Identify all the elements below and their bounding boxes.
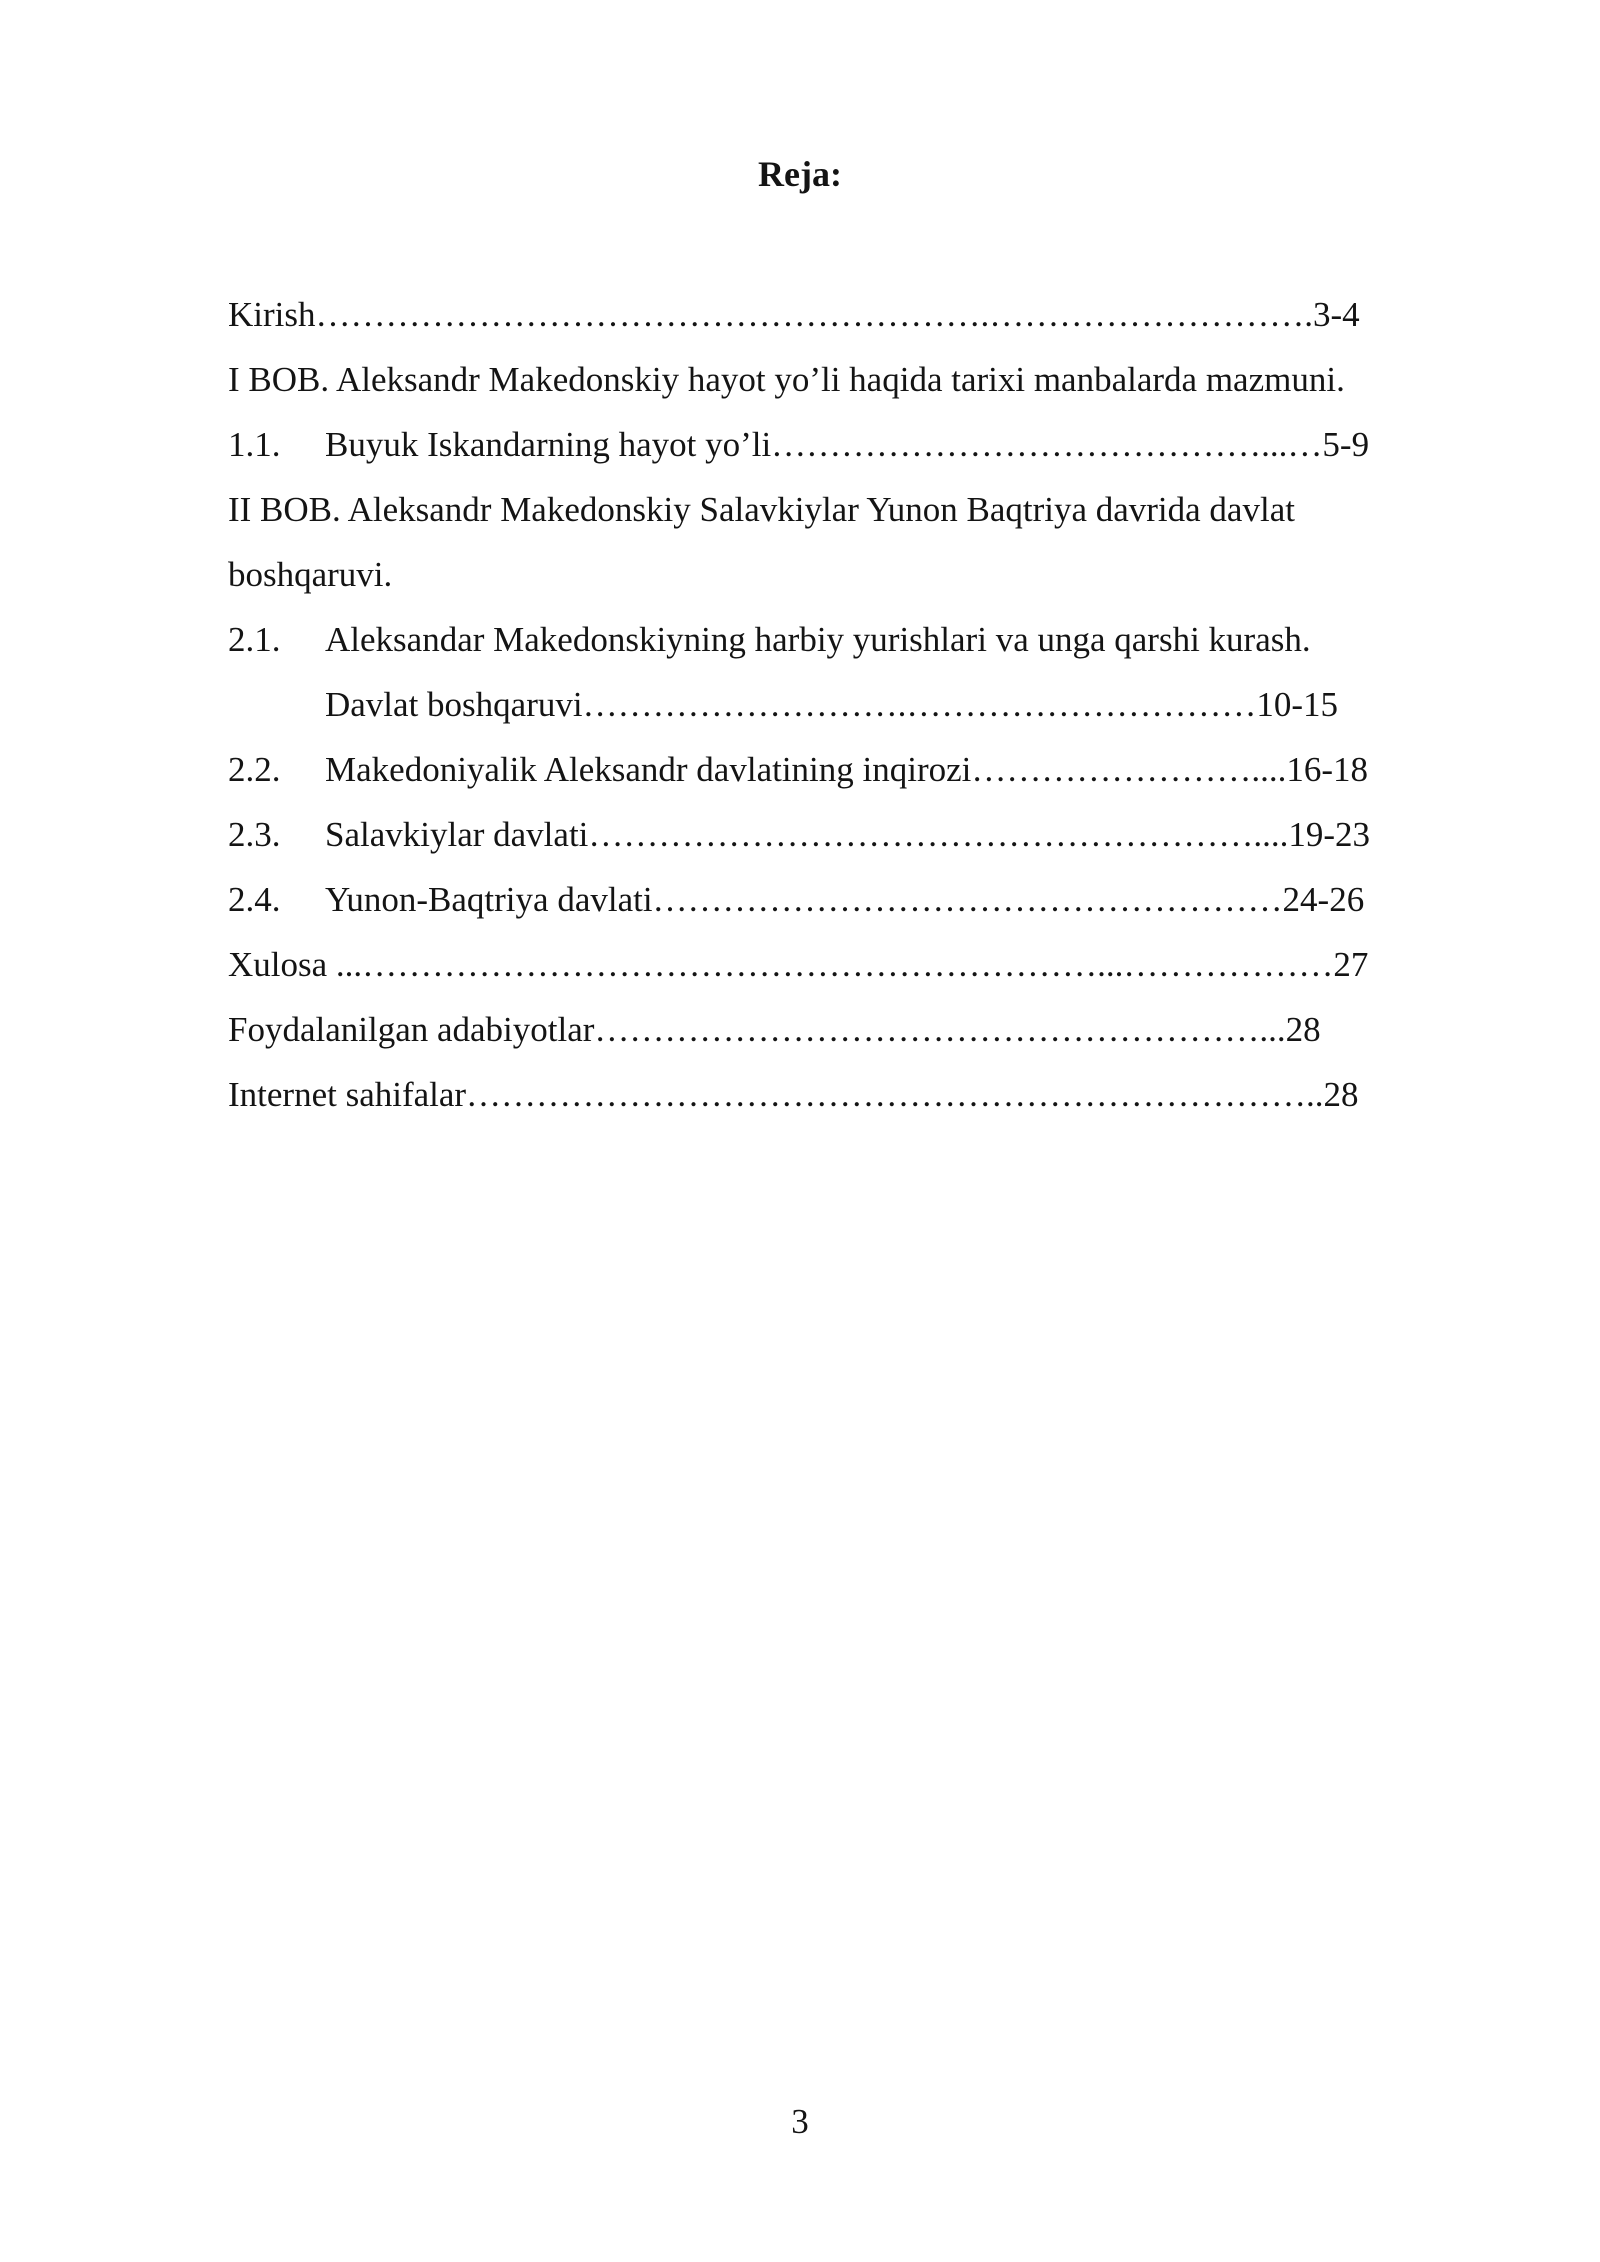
toc-entry-kirish bbox=[228, 282, 1476, 347]
toc-entry-2-1 bbox=[228, 607, 1476, 672]
toc-entry-internet bbox=[228, 1062, 1476, 1127]
toc-entry-number: 1.1. bbox=[228, 425, 281, 464]
toc-entry-text: Xulosa ...………………………………………………………...………………27 bbox=[228, 945, 1369, 984]
toc-chapter-2-heading bbox=[228, 477, 1476, 542]
toc-entry-2-3 bbox=[228, 802, 1476, 867]
toc-entry-text: Yunon-Baqtriya davlati………………………………………………24-26 bbox=[325, 880, 1365, 919]
toc-entry-text: Aleksandar Makedonskiyning harbiy yurishlari va unga qarshi kurash. bbox=[325, 620, 1311, 659]
toc-entry-2-1-continued bbox=[228, 672, 1476, 737]
toc-entry-2-4 bbox=[228, 867, 1476, 932]
page-number: 3 bbox=[791, 2102, 809, 2141]
toc-entry-text: Internet sahifalar………………………………………………………………..28 bbox=[228, 1075, 1359, 1114]
table-of-contents bbox=[228, 282, 1476, 1127]
toc-entry-number: 2.2. bbox=[228, 750, 281, 789]
page-title: Reja: bbox=[758, 154, 842, 194]
toc-entry-text: Makedoniyalik Aleksandr davlatining inqirozi……………………....16-18 bbox=[325, 750, 1369, 789]
toc-entry-text: Buyuk Iskandarning hayot yo’li……………………………………...…5-9 bbox=[325, 425, 1370, 464]
toc-entry-text: I BOB. Aleksandr Makedonskiy hayot yo’li haqida tarixi manbalarda mazmuni. bbox=[228, 360, 1345, 399]
toc-entry-text: II BOB. Aleksandr Makedonskiy Salavkiylar Yunon Baqtriya davrida davlat bbox=[228, 490, 1295, 529]
toc-entry-2-2 bbox=[228, 737, 1476, 802]
toc-entry-adabiyotlar bbox=[228, 997, 1476, 1062]
toc-entry-number: 2.3. bbox=[228, 815, 281, 854]
toc-entry-text: Kirish………………………………………………….……………………….3-4 bbox=[228, 295, 1360, 334]
toc-chapter-2-heading-continued bbox=[228, 542, 1476, 607]
toc-entry-text: Foydalanilgan adabiyotlar…………………………………………………...28 bbox=[228, 1010, 1321, 1049]
toc-entry-xulosa bbox=[228, 932, 1476, 997]
toc-entry-1-1 bbox=[228, 412, 1476, 477]
toc-entry-text: Salavkiylar davlati…………………………………………………....19-23 bbox=[325, 815, 1371, 854]
toc-entry-number: 2.1. bbox=[228, 620, 281, 659]
toc-entry-number: 2.4. bbox=[228, 880, 281, 919]
toc-entry-text: Davlat boshqaruvi……………………….…………………………10-15 bbox=[325, 685, 1338, 724]
toc-entry-text: boshqaruvi. bbox=[228, 555, 393, 594]
toc-chapter-1-heading bbox=[228, 347, 1476, 412]
